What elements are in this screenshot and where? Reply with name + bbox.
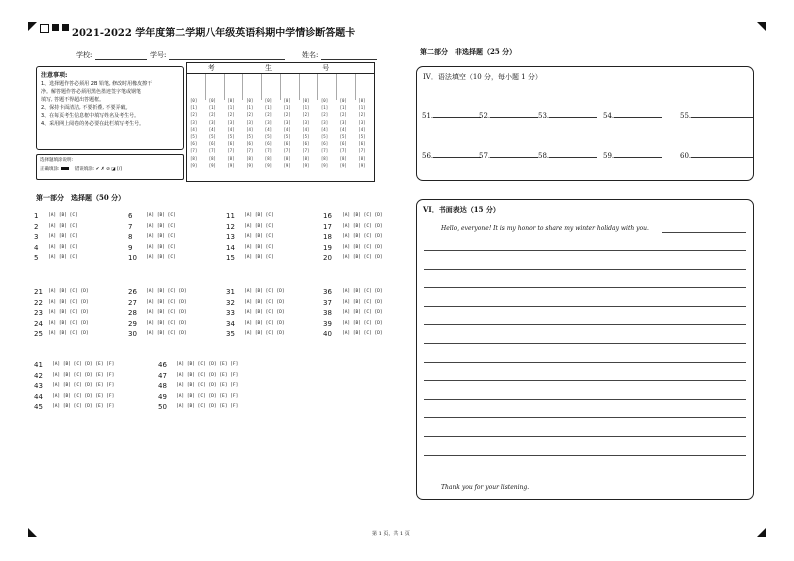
exam-id-bubble[interactable]: [5]: [339, 134, 347, 139]
blank-underline: [433, 110, 481, 118]
answer-options[interactable]: [A] [B] [C] [D]: [244, 310, 285, 315]
writing-line[interactable]: [424, 250, 746, 251]
exam-id-bubble[interactable]: [0]: [264, 98, 273, 103]
answer-options[interactable]: [A] [B] [C] [D] [E] [F]: [52, 362, 115, 367]
notice-line: 填写, 答题不得超出答题框。: [41, 97, 105, 103]
question-number: 6: [128, 212, 133, 220]
writing-line[interactable]: [662, 232, 746, 233]
exam-id-bubble[interactable]: [4]: [190, 126, 198, 132]
answer-options[interactable]: [A] [B] [C]: [48, 255, 78, 260]
exam-id-bubble[interactable]: [8]: [358, 155, 366, 161]
question-number: 21: [34, 288, 43, 296]
part1-heading: 第一部分 选择题（50 分）: [36, 193, 126, 202]
corner-mark-bottom-left: [28, 528, 37, 537]
blank-label: 60.: [680, 152, 692, 160]
exam-id-bubble[interactable]: [7]: [190, 148, 198, 154]
notice-box: [36, 66, 184, 150]
legend-wrong: 错误填涂:: [74, 167, 95, 172]
answer-options[interactable]: [A] [B] [C]: [48, 213, 78, 218]
exam-id-bubble[interactable]: [1]: [339, 105, 347, 111]
exam-id-bubble[interactable]: [9]: [358, 162, 366, 168]
question-number: 8: [128, 233, 133, 241]
legend-correct: 正确填涂:: [40, 167, 60, 172]
writing-line[interactable]: [424, 324, 746, 325]
exam-id-bubble[interactable]: [2]: [283, 112, 291, 118]
section6-title: VI．书面表达（15 分）: [423, 205, 500, 214]
blank-field[interactable]: [680, 110, 753, 120]
question-number: 40: [323, 330, 332, 338]
exam-id-bubble[interactable]: [1]: [283, 105, 291, 111]
answer-options[interactable]: [A] [B] [C] [D]: [146, 310, 187, 315]
answer-options[interactable]: [A] [B] [C] [D] [E] [F]: [176, 393, 239, 399]
question-number: 42: [34, 371, 43, 380]
exam-id-bubble[interactable]: [6]: [283, 141, 291, 147]
question-number: 25: [34, 330, 43, 338]
writing-line[interactable]: [424, 399, 746, 400]
writing-line[interactable]: [424, 362, 746, 363]
exam-id-bubble[interactable]: [8]: [302, 155, 310, 161]
wrong-mark-icon: ✔ ✗ ⊘ ◪ [/]: [95, 167, 122, 172]
blank-field[interactable]: [422, 110, 481, 120]
exam-id-bubble[interactable]: [9]: [264, 162, 273, 168]
exam-id-bubble[interactable]: [3]: [208, 119, 216, 125]
question-number: 47: [158, 371, 167, 380]
blank-label: 55.: [680, 112, 692, 120]
exam-id-bubble[interactable]: [8]: [246, 155, 254, 161]
question-number: 11: [226, 212, 235, 220]
writing-line[interactable]: [424, 287, 746, 288]
exam-id-heading: 考 生 号: [187, 63, 374, 74]
question-number: 36: [323, 288, 332, 296]
exam-id-bubble[interactable]: [8]: [208, 155, 216, 161]
exam-id-bubble[interactable]: [9]: [339, 162, 347, 168]
blank-underline: [614, 150, 662, 158]
exam-id-bubble[interactable]: [5]: [246, 134, 254, 139]
exam-id-bubble[interactable]: [1]: [190, 105, 198, 111]
question-number: 43: [34, 382, 43, 390]
part2-heading: 第二部分 非选择题（25 分）: [420, 47, 517, 56]
question-number: 39: [323, 319, 332, 328]
exam-id-bubble[interactable]: [4]: [358, 126, 366, 132]
section4-box: [416, 66, 754, 181]
fill-legend: [36, 154, 184, 180]
answer-options[interactable]: [A] [B] [C]: [146, 244, 176, 250]
page-title: 2021-2022 学年度第二学期八年级英语科期中学情诊断答题卡: [72, 28, 356, 39]
exam-id-bubble[interactable]: [4]: [339, 126, 347, 132]
exam-id-bubble[interactable]: [0]: [358, 98, 366, 103]
question-number: 29: [128, 319, 137, 328]
answer-options[interactable]: [A] [B] [C]: [48, 244, 78, 250]
answer-options[interactable]: [A] [B] [C] [D] [E] [F]: [52, 372, 115, 378]
answer-options[interactable]: [A] [B] [C]: [48, 223, 78, 229]
blank-field[interactable]: [479, 150, 538, 160]
question-number: 37: [323, 298, 332, 307]
answer-options[interactable]: [A] [B] [C] [D]: [342, 320, 383, 326]
answer-options[interactable]: [A] [B] [C] [D]: [244, 320, 285, 326]
writing-line[interactable]: [424, 436, 746, 437]
exam-id-bubble[interactable]: [9]: [320, 162, 329, 168]
blank-label: 51.: [422, 112, 434, 120]
exam-id-bubble[interactable]: [8]: [190, 155, 198, 161]
exam-id-bubble[interactable]: [3]: [302, 119, 310, 125]
answer-options[interactable]: [A] [B] [C] [D]: [342, 331, 383, 336]
exam-id-bubble[interactable]: [4]: [227, 126, 235, 132]
exam-id-column: [224, 74, 243, 100]
exam-id-bubble[interactable]: [7]: [227, 148, 235, 154]
exam-id-bubble[interactable]: [6]: [246, 141, 254, 147]
question-number: 16: [323, 212, 332, 220]
corner-mark-top-right: [757, 22, 766, 31]
blank-underline: [691, 150, 753, 158]
answer-options[interactable]: [A] [B] [C]: [244, 234, 274, 239]
exam-id-bubble[interactable]: [7]: [320, 148, 329, 154]
answer-options[interactable]: [A] [B] [C] [D]: [146, 289, 187, 294]
exam-id-bubble[interactable]: [5]: [227, 134, 235, 139]
exam-id-bubble[interactable]: [0]: [246, 98, 254, 103]
exam-id-bubble[interactable]: [2]: [246, 112, 254, 118]
exam-id-bubble[interactable]: [3]: [227, 119, 235, 125]
answer-options[interactable]: [A] [B] [C] [D]: [342, 234, 383, 239]
exam-id-bubble[interactable]: [3]: [264, 119, 273, 125]
exam-id-bubble[interactable]: [7]: [283, 148, 291, 154]
exam-id-column: [187, 74, 206, 100]
exam-id-bubble[interactable]: [9]: [190, 162, 198, 168]
blank-underline: [490, 110, 538, 118]
exam-id-bubble[interactable]: [0]: [227, 98, 235, 103]
exam-id-bubble[interactable]: [0]: [302, 98, 310, 103]
answer-options[interactable]: [A] [B] [C] [D] [E] [F]: [176, 383, 239, 388]
answer-options[interactable]: [A] [B] [C] [D] [E] [F]: [176, 404, 239, 409]
writing-line[interactable]: [424, 380, 746, 381]
question-number: 41: [34, 361, 43, 369]
exam-id-bubble[interactable]: [6]: [190, 141, 198, 147]
exam-id-bubble[interactable]: [5]: [190, 134, 198, 139]
exam-id-column: [243, 74, 262, 100]
answer-options[interactable]: [A] [B] [C]: [244, 213, 274, 218]
exam-id-bubble[interactable]: [8]: [227, 155, 235, 161]
answer-options[interactable]: [A] [B] [C] [D]: [342, 223, 383, 229]
answer-options[interactable]: [A] [B] [C] [D] [E] [F]: [52, 393, 115, 399]
exam-id-bubble[interactable]: [7]: [358, 148, 366, 154]
exam-id-bubble[interactable]: [1]: [227, 105, 235, 111]
blank-field[interactable]: [603, 110, 662, 120]
blank-label: 54.: [603, 112, 615, 120]
question-number: 1: [34, 212, 39, 220]
exam-id-column: [206, 74, 225, 100]
writing-opening: Hello, everyone! It is my honor to share my winter holiday with you.: [441, 225, 649, 232]
notice-line: 2、保持卡面清洁, 不要折叠, 不要弄破。: [41, 105, 131, 111]
writing-line[interactable]: [424, 269, 746, 270]
question-number: 19: [323, 243, 332, 252]
exam-id-bubble[interactable]: [2]: [320, 112, 329, 118]
question-number: 9: [128, 243, 133, 252]
notice-heading: 注意事项:: [41, 72, 68, 79]
blank-label: 53.: [538, 112, 550, 120]
question-number: 12: [226, 222, 235, 231]
exam-id-bubble[interactable]: [8]: [339, 155, 347, 161]
exam-id-bubble[interactable]: [1]: [302, 105, 310, 111]
exam-id-bubble[interactable]: [6]: [227, 141, 235, 147]
answer-options[interactable]: [A] [B] [C] [D]: [48, 320, 89, 326]
exam-id-column: [299, 74, 318, 100]
answer-options[interactable]: [A] [B] [C] [D] [E] [F]: [52, 383, 115, 388]
answer-options[interactable]: [A] [B] [C] [D]: [342, 310, 383, 315]
notice-line: 3、在每页考生信息框中填写姓名及考生号。: [41, 113, 140, 119]
answer-options[interactable]: [A] [B] [C] [D]: [146, 320, 187, 326]
exam-id-bubble[interactable]: [5]: [208, 134, 216, 139]
blank-field[interactable]: [680, 150, 753, 160]
writing-line[interactable]: [424, 306, 746, 307]
exam-id-bubble[interactable]: [4]: [246, 126, 254, 132]
question-number: 32: [226, 298, 235, 307]
answer-options[interactable]: [A] [B] [C] [D]: [48, 299, 89, 305]
exam-id-bubble[interactable]: [5]: [264, 134, 273, 139]
exam-id-bubble[interactable]: [4]: [283, 126, 291, 132]
question-number: 31: [226, 288, 235, 296]
exam-id-bubble[interactable]: [1]: [320, 105, 329, 111]
blank-field[interactable]: [538, 150, 597, 160]
exam-id-column: [262, 74, 281, 100]
exam-id-bubble[interactable]: [4]: [320, 126, 329, 132]
exam-id-bubble[interactable]: [6]: [208, 141, 216, 147]
question-number: 27: [128, 298, 137, 307]
writing-line[interactable]: [424, 455, 746, 456]
exam-id-bubble[interactable]: [1]: [358, 105, 366, 111]
exam-id-bubble[interactable]: [6]: [358, 141, 366, 147]
exam-id-column: [337, 74, 356, 100]
filled-square-icon: [62, 24, 69, 31]
answer-options[interactable]: [A] [B] [C]: [48, 234, 78, 239]
exam-id-bubble[interactable]: [0]: [339, 98, 347, 103]
exam-id-bubble[interactable]: [7]: [302, 148, 310, 154]
question-number: 4: [34, 243, 39, 252]
name-field[interactable]: [302, 50, 377, 60]
school-label: 学校:: [76, 51, 93, 59]
question-number: 28: [128, 309, 137, 317]
exam-id-bubble[interactable]: [8]: [283, 155, 291, 161]
blank-underline: [549, 110, 597, 118]
exam-id-bubble[interactable]: [6]: [339, 141, 347, 147]
name-label: 姓名:: [302, 51, 319, 59]
question-number: 30: [128, 330, 137, 338]
exam-id-bubble[interactable]: [8]: [264, 155, 273, 161]
exam-id-bubble[interactable]: [9]: [302, 162, 310, 168]
writing-line[interactable]: [424, 417, 746, 418]
exam-id-bubble[interactable]: [1]: [264, 105, 273, 111]
filled-square-icon: [52, 24, 59, 31]
question-number: 14: [226, 243, 235, 252]
question-number: 5: [34, 254, 39, 262]
blank-label: 56.: [422, 152, 434, 160]
exam-id-bubble[interactable]: [3]: [190, 119, 198, 125]
question-number: 15: [226, 254, 235, 262]
answer-options[interactable]: [A] [B] [C] [D] [E] [F]: [176, 362, 239, 367]
answer-options[interactable]: [A] [B] [C] [D]: [244, 331, 285, 336]
blank-label: 52.: [479, 112, 491, 120]
exam-id-bubble[interactable]: [3]: [358, 119, 366, 125]
answer-options[interactable]: [A] [B] [C] [D]: [48, 310, 89, 315]
blank-underline: [614, 110, 662, 118]
question-number: 13: [226, 233, 235, 241]
question-number: 35: [226, 330, 235, 338]
exam-id-bubble[interactable]: [4]: [264, 126, 273, 132]
exam-id-bubble[interactable]: [3]: [246, 119, 254, 125]
blank-underline: [691, 110, 753, 118]
exam-id-bubble[interactable]: [0]: [283, 98, 291, 103]
question-number: 22: [34, 298, 43, 307]
answer-options[interactable]: [A] [B] [C]: [146, 213, 176, 218]
exam-id-bubble[interactable]: [5]: [358, 134, 366, 139]
answer-options[interactable]: [A] [B] [C] [D] [E] [F]: [52, 404, 115, 409]
exam-id-bubble[interactable]: [5]: [302, 134, 310, 139]
blank-square-icon: [40, 24, 49, 33]
exam-id-bubble[interactable]: [7]: [246, 148, 254, 154]
exam-id-box: [186, 62, 375, 182]
answer-options[interactable]: [A] [B] [C]: [146, 255, 176, 260]
question-number: 50: [158, 403, 167, 411]
exam-id-column: [281, 74, 300, 100]
exam-id-bubble[interactable]: [6]: [302, 141, 310, 147]
answer-options[interactable]: [A] [B] [C] [D]: [244, 299, 285, 305]
school-field[interactable]: [76, 50, 147, 60]
exam-id-bubble[interactable]: [6]: [320, 141, 329, 147]
blank-field[interactable]: [422, 150, 481, 160]
exam-id-bubble[interactable]: [2]: [208, 112, 216, 118]
exam-id-bubble[interactable]: [0]: [208, 98, 216, 103]
exam-id-bubble[interactable]: [3]: [339, 119, 347, 125]
exam-id-bubble[interactable]: [5]: [283, 134, 291, 139]
corner-mark-top-left: [28, 22, 37, 31]
answer-options[interactable]: [A] [B] [C] [D]: [48, 289, 89, 294]
exam-id-bubble[interactable]: [9]: [227, 162, 235, 168]
answer-options[interactable]: [A] [B] [C] [D]: [342, 289, 383, 294]
section4-title: IV．语法填空（10 分，每小题 1 分）: [423, 73, 542, 81]
question-number: 33: [226, 309, 235, 317]
question-number: 10: [128, 254, 137, 262]
question-number: 24: [34, 319, 43, 328]
exam-id-bubble[interactable]: [9]: [246, 162, 254, 168]
exam-id-column: [355, 74, 373, 100]
exam-id-bubble[interactable]: [7]: [208, 148, 216, 154]
notice-line: 1、选择题作答必须用 2B 铅笔, 修改时用橡皮擦干: [41, 81, 153, 87]
filled-mark-icon: [61, 167, 69, 170]
question-number: 49: [158, 392, 167, 401]
question-number: 3: [34, 233, 39, 241]
exam-id-bubble[interactable]: [0]: [320, 98, 329, 103]
answer-options[interactable]: [A] [B] [C] [D]: [48, 331, 89, 336]
question-number: 45: [34, 403, 43, 411]
question-number: 20: [323, 254, 332, 262]
blank-underline: [549, 150, 597, 158]
blank-field[interactable]: [479, 110, 538, 120]
answer-options[interactable]: [A] [B] [C] [D]: [342, 299, 383, 305]
question-number: 38: [323, 309, 332, 317]
corner-mark-bottom-right: [757, 528, 766, 537]
answer-options[interactable]: [A] [B] [C] [D]: [146, 299, 187, 305]
question-number: 17: [323, 222, 332, 231]
exam-id-bubble[interactable]: [8]: [320, 155, 329, 161]
answer-options[interactable]: [A] [B] [C] [D]: [244, 289, 285, 294]
exam-id-bubble[interactable]: [1]: [246, 105, 254, 111]
answer-options[interactable]: [A] [B] [C]: [146, 223, 176, 229]
exam-id-bubble[interactable]: [9]: [208, 162, 216, 168]
exam-id-bubble[interactable]: [2]: [358, 112, 366, 118]
student-no-label: 学号:: [150, 51, 167, 59]
exam-id-bubble[interactable]: [0]: [190, 98, 198, 103]
exam-id-bubble[interactable]: [4]: [302, 126, 310, 132]
page-number: 第 1 页，共 1 页: [372, 531, 410, 537]
blank-field[interactable]: [603, 150, 662, 160]
exam-id-bubble[interactable]: [2]: [339, 112, 347, 118]
blank-label: 57.: [479, 152, 491, 160]
exam-id-bubble[interactable]: [2]: [227, 112, 235, 118]
answer-options[interactable]: [A] [B] [C] [D]: [342, 255, 383, 260]
question-number: 46: [158, 361, 167, 369]
answer-options[interactable]: [A] [B] [C] [D]: [342, 244, 383, 250]
blank-label: 58.: [538, 152, 550, 160]
blank-field[interactable]: [538, 110, 597, 120]
exam-id-bubble[interactable]: [7]: [339, 148, 347, 154]
exam-id-bubble[interactable]: [3]: [320, 119, 329, 125]
exam-id-bubble[interactable]: [2]: [190, 112, 198, 118]
answer-options[interactable]: [A] [B] [C] [D]: [342, 213, 383, 218]
exam-id-bubble[interactable]: [6]: [264, 141, 273, 147]
exam-id-bubble[interactable]: [2]: [302, 112, 310, 118]
question-number: 44: [34, 392, 43, 401]
question-number: 26: [128, 288, 137, 296]
exam-id-bubble[interactable]: [2]: [264, 112, 273, 118]
answer-options[interactable]: [A] [B] [C]: [244, 223, 274, 229]
exam-id-bubble[interactable]: [4]: [208, 126, 216, 132]
writing-line[interactable]: [424, 343, 746, 344]
blank-underline: [490, 150, 538, 158]
question-number: 18: [323, 233, 332, 241]
exam-id-bubble[interactable]: [7]: [264, 148, 273, 154]
exam-id-bubble[interactable]: [1]: [208, 105, 216, 111]
blank-label: 59.: [603, 152, 615, 160]
answer-options[interactable]: [A] [B] [C]: [146, 234, 176, 239]
question-number: 34: [226, 319, 235, 328]
exam-id-bubble[interactable]: [3]: [283, 119, 291, 125]
question-number: 48: [158, 382, 167, 390]
answer-options[interactable]: [A] [B] [C] [D] [E] [F]: [176, 372, 239, 378]
question-number: 7: [128, 222, 133, 231]
legend-title: 选择题填涂说明:: [40, 158, 74, 163]
question-number: 23: [34, 309, 43, 317]
writing-closing: Thank you for your listening.: [441, 484, 530, 491]
student-no-field[interactable]: [150, 50, 285, 60]
exam-id-bubble[interactable]: [9]: [283, 162, 291, 168]
notice-line: 净。解答题作答必须用黑色墨迹签字笔或钢笔: [41, 89, 142, 95]
question-number: 2: [34, 222, 39, 231]
answer-options[interactable]: [A] [B] [C] [D]: [146, 331, 187, 336]
answer-options[interactable]: [A] [B] [C]: [244, 255, 274, 260]
blank-underline: [433, 150, 481, 158]
exam-id-column: [318, 74, 337, 100]
notice-line: 4、采用网上阅卷的务必要在此栏填写考生号。: [41, 121, 145, 127]
exam-id-bubble[interactable]: [5]: [320, 134, 329, 139]
answer-options[interactable]: [A] [B] [C]: [244, 244, 274, 250]
